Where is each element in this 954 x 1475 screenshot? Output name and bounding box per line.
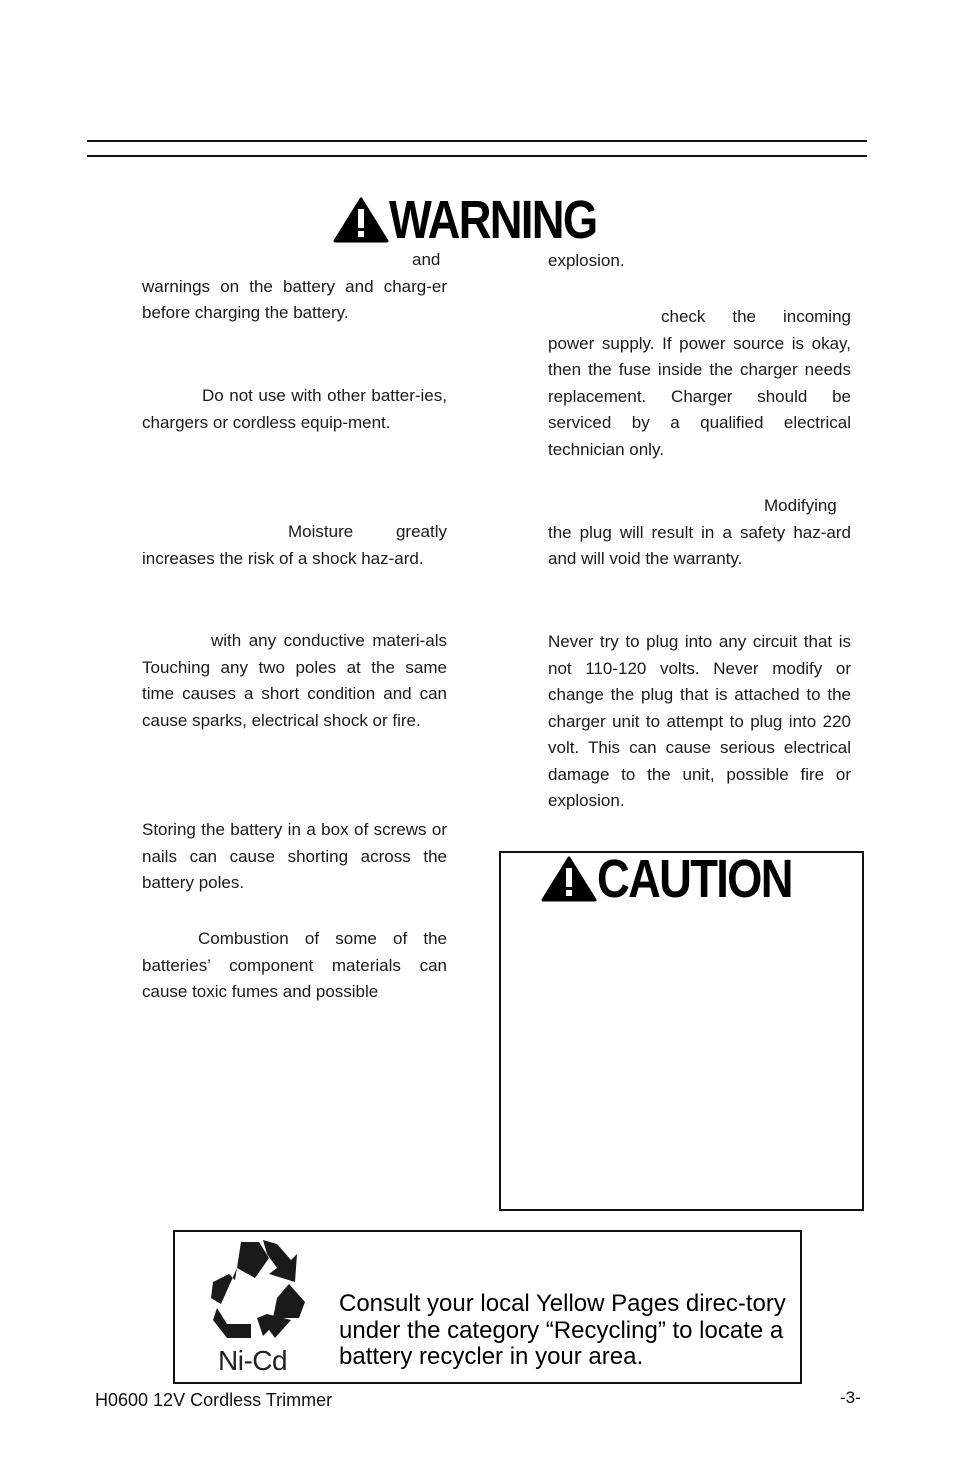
warning-paragraph bbox=[548, 248, 851, 275]
caution-title: CAUTION bbox=[597, 849, 792, 909]
warning-paragraph bbox=[142, 926, 447, 1006]
warning-text: Never try to plug into any circuit that is not 110-120 volts. Never modify or change the plug that is attached to the charger unit to attempt to plug into 220 volt. This can cause serious electrical damage to the unit, possible fire or explosion. bbox=[548, 632, 851, 810]
header-rule-top bbox=[87, 140, 867, 142]
warning-title: WARNING bbox=[389, 190, 597, 250]
warning-paragraph bbox=[142, 247, 447, 327]
warning-paragraph bbox=[548, 304, 851, 463]
warning-paragraph bbox=[548, 493, 851, 573]
warning-text: Combustion of some of the batteries’ component materials can cause toxic fumes and possible bbox=[142, 929, 447, 1001]
warning-banner bbox=[333, 190, 636, 250]
warning-paragraph bbox=[142, 817, 447, 897]
recycling-box bbox=[173, 1230, 802, 1384]
warning-text: and warnings on the battery and charg-er before charging the battery. bbox=[142, 250, 447, 322]
warning-text: check the incoming power supply. If power source is okay, then the fuse inside the charger needs replacement. Charger should be serviced by a qualified electrical technician only. bbox=[548, 307, 851, 459]
warning-text: Modifying the plug will result in a safety haz-ard and will void the warranty. bbox=[548, 496, 851, 568]
warning-triangle-icon bbox=[333, 197, 389, 243]
warning-text: Do not use with other batter-ies, chargers or cordless equip-ment. bbox=[142, 386, 447, 432]
warning-paragraph bbox=[548, 629, 851, 815]
caution-banner bbox=[541, 849, 829, 909]
page-number: -3- bbox=[840, 1388, 861, 1407]
warning-paragraph bbox=[142, 519, 447, 572]
warning-paragraph bbox=[142, 383, 447, 436]
footer-title: H0600 12V Cordless Trimmer bbox=[95, 1390, 333, 1410]
warning-text: explosion. bbox=[548, 251, 625, 270]
warning-text: with any conductive materi-als Touching any two poles at the same time causes a short condition and can cause sparks, electrical shock or fire. bbox=[142, 631, 447, 730]
warning-text: Storing the battery in a box of screws or nails can cause shorting across the battery poles. bbox=[142, 820, 447, 892]
nicd-label: Ni-Cd bbox=[218, 1345, 288, 1376]
caution-triangle-icon bbox=[541, 856, 597, 902]
recycling-text: Consult your local Yellow Pages direc-tory under the category “Recycling” to locate a battery recycler in your area. bbox=[339, 1290, 786, 1370]
warning-text: Moisture greatly increases the risk of a shock haz-ard. bbox=[142, 522, 447, 568]
warning-paragraph bbox=[142, 628, 447, 734]
recycle-icon bbox=[207, 1238, 312, 1343]
header-rule-bottom bbox=[87, 155, 867, 157]
